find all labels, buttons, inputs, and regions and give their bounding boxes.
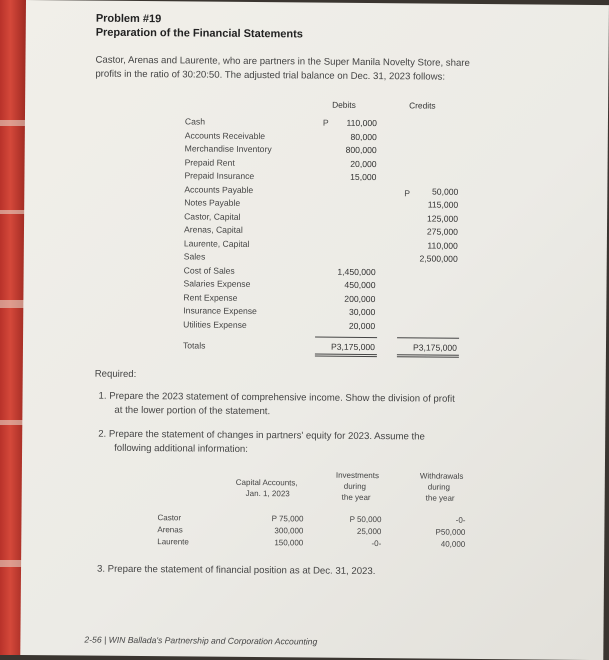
investment-amount: -0-	[371, 539, 382, 549]
credit-amount	[399, 145, 459, 146]
account-name: Arenas, Capital	[183, 224, 243, 235]
account-name: Utilities Expense	[183, 319, 247, 330]
account-name: Cash	[184, 116, 206, 127]
debit-amount: 30,000	[348, 306, 376, 318]
debit-peso-sign: P	[322, 117, 329, 128]
debit-amount	[316, 253, 376, 254]
credits-header: Credits	[409, 100, 436, 111]
credit-double-rule-2	[397, 356, 459, 358]
requirement-1-line-2: at the lower portion of the statement.	[114, 404, 271, 418]
account-name: Notes Payable	[184, 197, 241, 208]
investments-header-line-1: Investments	[335, 470, 380, 481]
debit-amount: 20,000	[350, 158, 377, 170]
total-credit: P3,175,000	[412, 342, 458, 353]
intro-line-1: Castor, Arenas and Laurente, who are partners in the Super Manila Novelty Store, share	[95, 54, 470, 69]
account-name: Accounts Receivable	[184, 130, 266, 142]
account-name: Accounts Payable	[184, 184, 254, 195]
withdrawal-amount: -0-	[455, 515, 466, 525]
account-name: Rent Expense	[183, 292, 238, 303]
debit-amount: 200,000	[344, 293, 376, 305]
debit-amount: 20,000	[348, 320, 376, 332]
credit-amount	[398, 267, 458, 268]
capital-header-line-1: Capital Accounts,	[235, 477, 298, 488]
debit-amount	[316, 240, 376, 241]
requirement-2-line-1: 2. Prepare the statement of changes in partners' equity for 2023. Assume the	[98, 428, 425, 443]
required-label: Required:	[94, 368, 137, 380]
investment-amount: P 50,000	[349, 514, 382, 525]
credit-peso-sign: P	[404, 188, 411, 199]
investment-amount: 25,000	[356, 526, 382, 537]
credit-amount	[398, 280, 458, 281]
account-name: Prepaid Insurance	[184, 170, 255, 181]
credit-amount: 275,000	[426, 226, 459, 237]
withdrawal-amount: P50,000	[435, 527, 466, 537]
problem-title: Preparation of the Financial Statements	[95, 26, 303, 41]
credit-total-rule	[397, 337, 459, 339]
problem-number: Problem #19	[95, 12, 162, 26]
debit-amount: 80,000	[350, 131, 377, 143]
debit-amount: 1,450,000	[337, 266, 376, 278]
totals-label: Totals	[182, 340, 206, 351]
debit-amount	[316, 199, 376, 200]
withdrawals-header-line-2: during	[427, 482, 451, 492]
requirement-1-line-1: 1. Prepare the 2023 statement of comprehensive income. Show the division of profit	[98, 390, 455, 405]
account-name: Castor, Capital	[184, 211, 241, 222]
credit-amount	[399, 132, 459, 133]
credit-amount: 125,000	[426, 213, 459, 224]
investments-header-line-2: during	[343, 481, 367, 491]
capital-amount: 150,000	[274, 538, 304, 548]
page-footer: 2-56 | WIN Ballada's Partnership and Corporation Accounting	[84, 634, 318, 647]
debit-amount: 450,000	[344, 279, 376, 291]
debit-double-rule-2	[315, 356, 377, 358]
withdrawals-header-line-1: Withdrawals	[419, 471, 464, 481]
debit-amount: 15,000	[350, 171, 377, 183]
credit-amount	[397, 321, 457, 322]
debit-amount: 800,000	[345, 144, 377, 156]
withdrawals-header-line-3: the year	[425, 493, 455, 503]
account-name: Prepaid Rent	[184, 157, 235, 168]
intro-line-2: profits in the ratio of 30:20:50. The adjusted trial balance on Dec. 31, 2023 follows:	[95, 68, 446, 83]
credit-amount: 115,000	[427, 199, 459, 210]
credit-amount	[399, 159, 459, 160]
debit-amount	[316, 226, 376, 227]
credit-amount: 2,500,000	[419, 253, 458, 264]
investments-header-line-3: the year	[341, 492, 371, 503]
partner-name: Laurente	[157, 537, 189, 547]
credit-amount	[397, 294, 457, 295]
account-name: Laurente, Capital	[183, 238, 250, 249]
capital-header-line-2: Jan. 1, 2023	[245, 488, 290, 499]
credit-amount	[399, 172, 459, 173]
requirement-2-line-2: following additional information:	[114, 442, 248, 455]
debits-header: Debits	[332, 99, 356, 110]
credit-amount: 50,000	[432, 186, 459, 197]
capital-amount: P 75,000	[271, 514, 304, 524]
withdrawal-amount: 40,000	[440, 539, 466, 549]
account-name: Merchandise Inventory	[184, 143, 272, 155]
account-name: Salaries Expense	[183, 278, 251, 289]
account-name: Sales	[183, 251, 206, 262]
capital-amount: 300,000	[274, 526, 304, 536]
requirement-3: 3. Prepare the statement of financial position as at Dec. 31, 2023.	[96, 563, 376, 578]
debit-amount	[316, 186, 376, 187]
debit-total-rule	[315, 337, 377, 339]
partner-name: Arenas	[157, 525, 183, 535]
account-name: Cost of Sales	[183, 265, 235, 276]
partner-name: Castor	[157, 513, 182, 523]
credit-amount	[399, 118, 459, 119]
account-name: Insurance Expense	[183, 305, 257, 317]
credit-amount: 110,000	[427, 240, 458, 251]
debit-amount	[316, 213, 376, 214]
total-debit: P3,175,000	[330, 341, 376, 353]
debit-amount: 110,000	[346, 117, 377, 129]
textbook-page	[20, 0, 609, 660]
credit-amount	[397, 307, 457, 308]
